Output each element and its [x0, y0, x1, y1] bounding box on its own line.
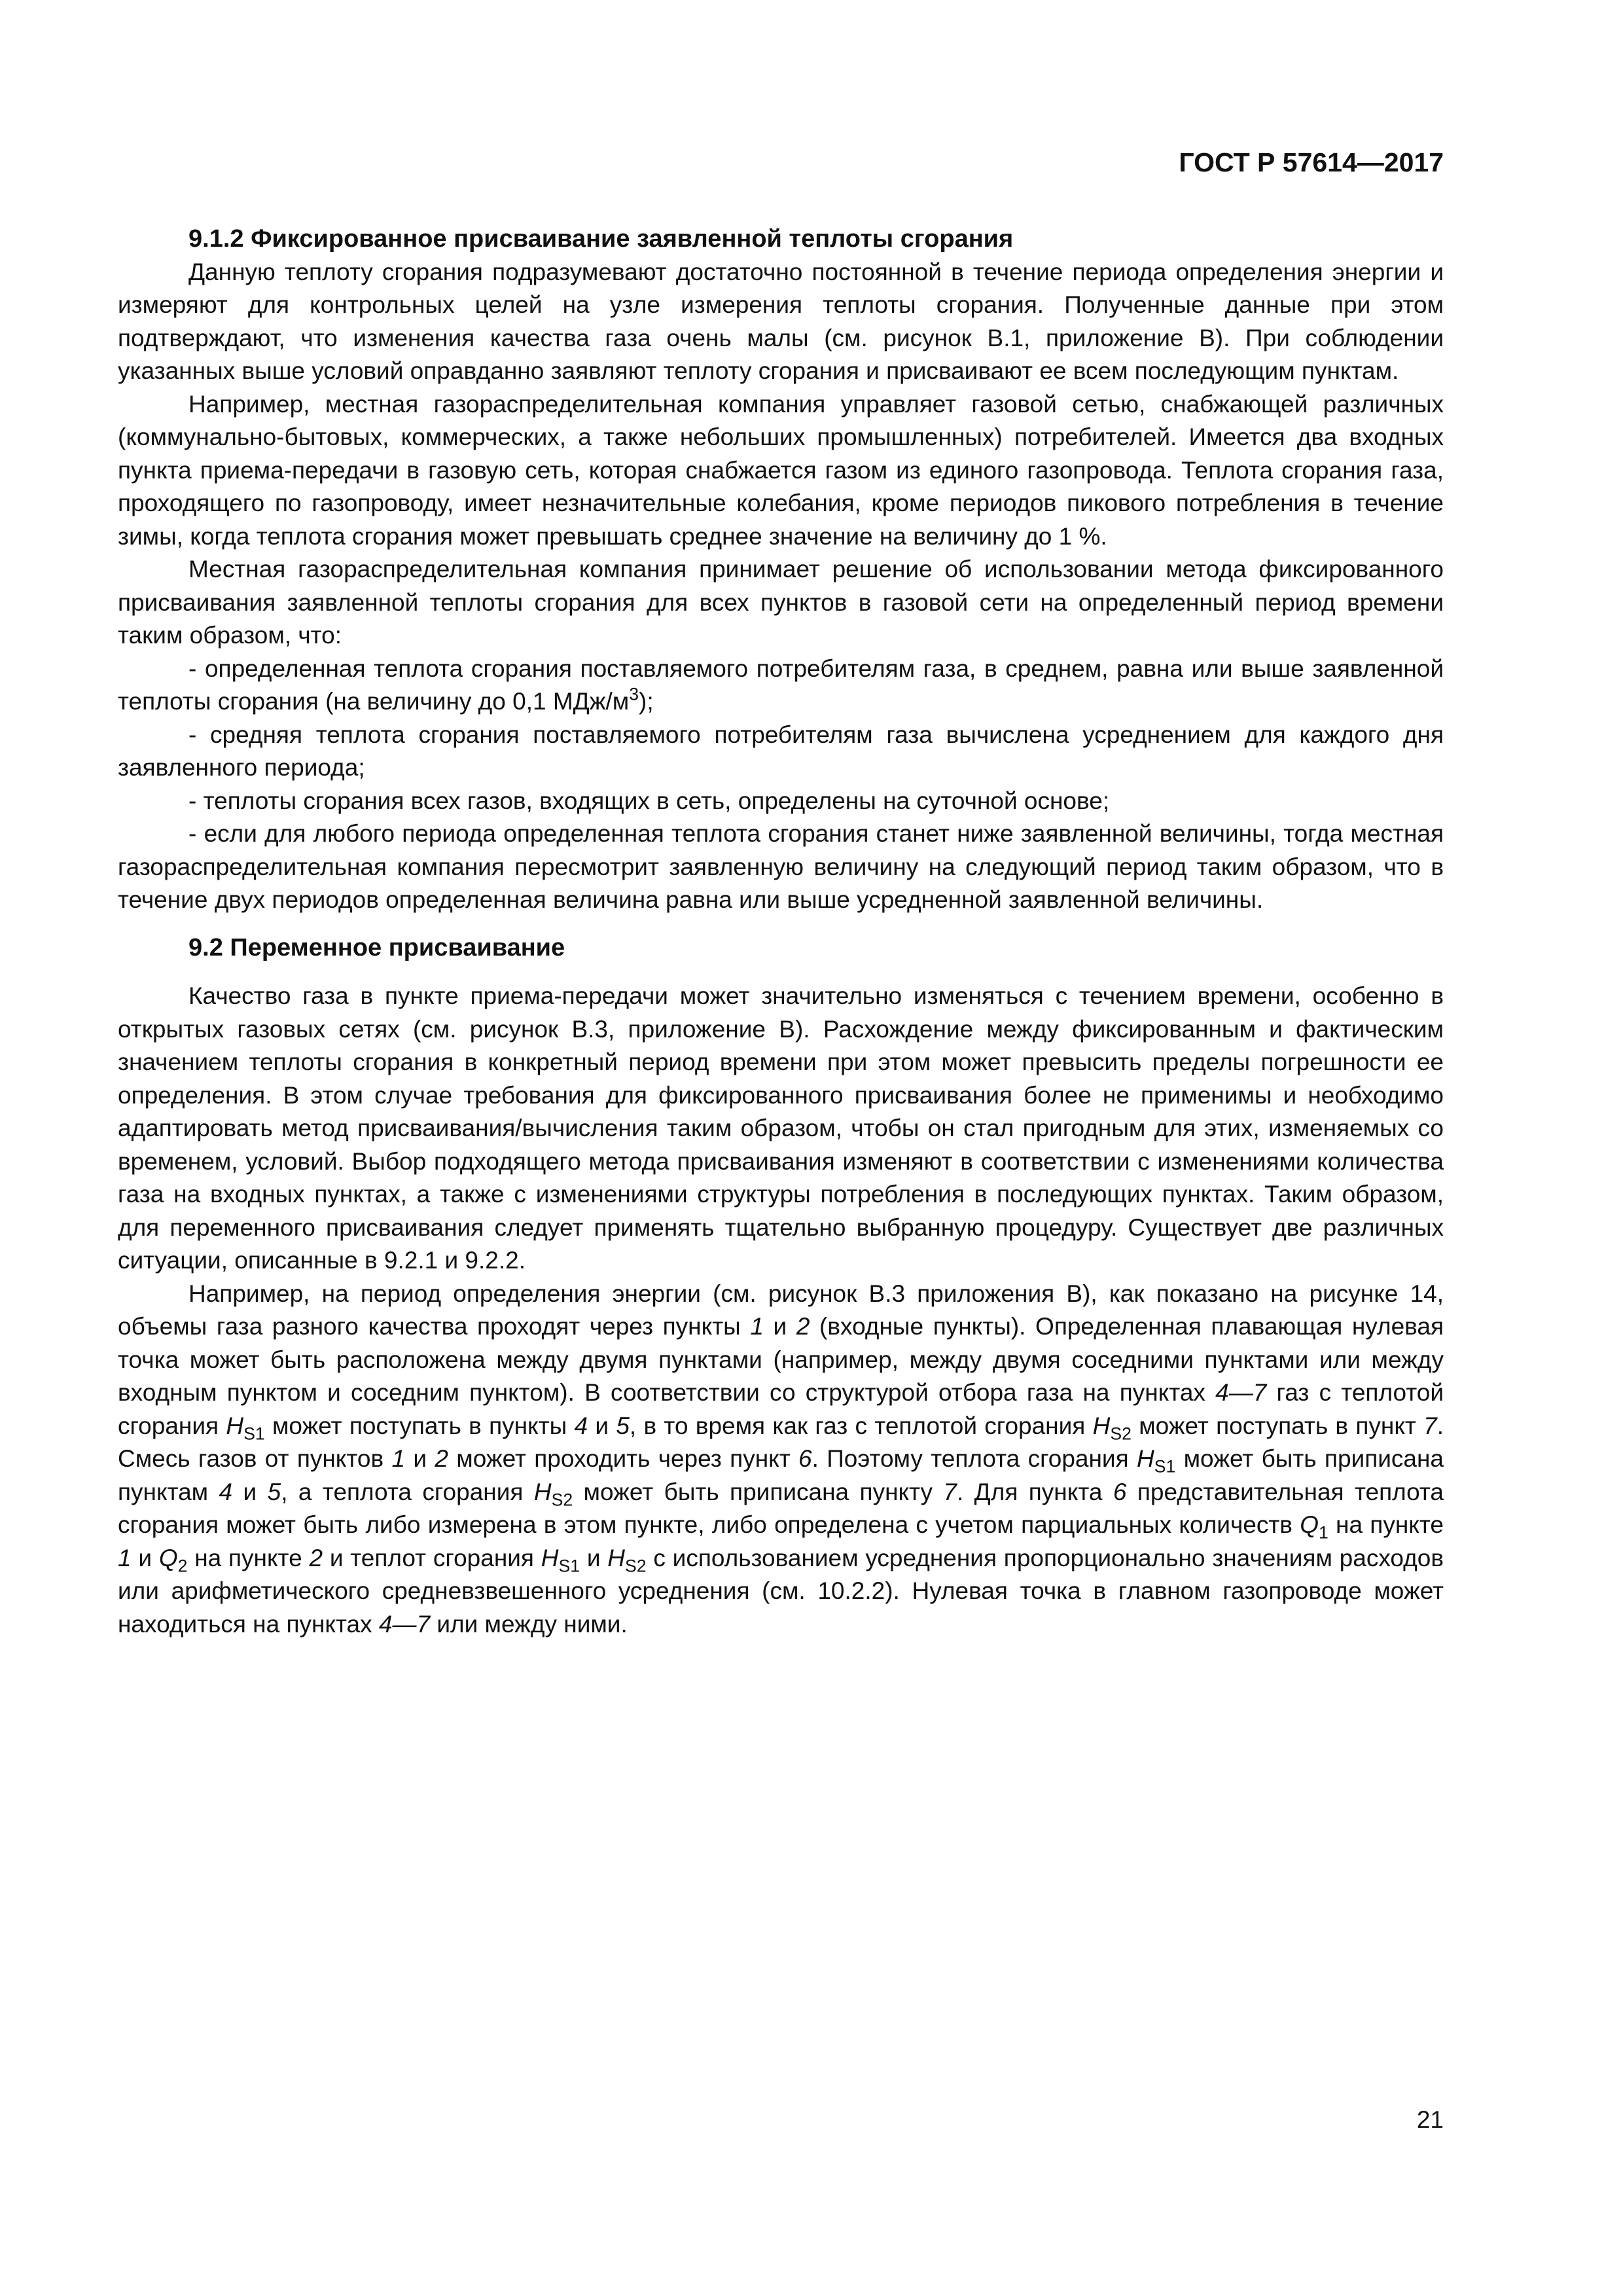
section-heading-9-1-2: 9.1.2 Фиксированное присваивание заявленной теплоты сгорания	[188, 225, 1014, 253]
document-header: ГОСТ Р 57614—2017	[1179, 147, 1444, 177]
list-item: - теплоты сгорания всех газов, входящих в сеть, определены на суточной основе;	[188, 787, 1110, 814]
paragraph: Данную теплоту сгорания подразумевают достаточно постоянной в течение периода определения энергии и измеряют для контрольных целей на узле измерения теплоты сгорания. Полученные данные при этом подтверждают, что изменения качества газа очень малы (см. рисунок В.1, приложение В). При соблюдении указанных выше условий оправданно заявляют теплоту сгорания и присваивают ее всем последующим пунктам.	[118, 258, 1444, 384]
paragraph: Например, местная газораспределительная компания управляет газовой сетью, снабжающей различных (коммунально-бытовых, коммерческих, а также небольших промышленных) потребителей. Имеется два входных пункта приема-передачи в газовую сеть, которая снабжается газом из единого газопровода. Теплота сгорания газа, проходящего по газопроводу, имеет незначительные колебания, кроме периодов пикового потребления в течение зимы, когда теплота сгорания может превышать среднее значение на величину до 1 %.	[118, 390, 1444, 550]
paragraph: Качество газа в пункте приема-передачи может значительно изменяться с течением времени, особенно в открытых газовых сетях (см. рисунок В.3, приложение В). Расхождение между фиксированным и фактическим значением теплоты сгорания в конкретный период времени при этом может превысить пределы погрешности ее определения. В этом случае требования для фиксированного присваивания более не применимы и необходимо адаптировать метод присваивания/вычисления таким образом, чтобы он стал пригодным для этих, изменяемых со временем, условий. Выбор подходящего метода присваивания изменяют в соответствии с изменениями количества газа на входных пунктах, а также с изменениями структуры потребления в последующих пунктах. Таким образом, для переменного присваивания следует применять тщательно выбранную процедуру. Существует две различных ситуации, описанные в 9.2.1 и 9.2.2.	[118, 982, 1444, 1274]
list-item: - определенная теплота сгорания поставляемого потребителям газа, в среднем, равна или выше заявленной теплоты сгорания (на величину до 0,1 МДж/$м^3$);	[118, 655, 1444, 715]
list-item: - средняя теплота сгорания поставляемого потребителям газа вычислена усреднением для каждого дня заявленного периода;	[118, 721, 1444, 781]
paragraph: Местная газораспределительная компания принимает решение об использовании метода фиксированного присваивания заявленной теплоты сгорания для всех пунктов в газовой сети на определенный период времени таким образом, что:	[118, 556, 1444, 649]
section-heading-9-2: 9.2 Переменное присваивание	[188, 933, 565, 961]
page-number: 21	[1416, 2106, 1444, 2133]
document-body	[118, 223, 1444, 1641]
list-item: - если для любого периода определенная теплота сгорания станет ниже заявленной величины, тогда местная газораспределительная компания пересмотрит заявленную величину на следующий период таким образом, что в течение двух периодов определенная величина равна или выше усредненной заявленной величины.	[118, 820, 1444, 913]
paragraph-with-formulas: Например, на период определения энергии (см. рисунок В.3 приложения В), как показано на рисунке 14, объемы газа разного качества проходят через пункты 1 и 2 (входные пункты). Определенная плавающая нулевая точка может быть расположена между двумя пунктами (например, между двумя соседними пунктами или между входным пунктом и соседним пунктом). В соответствии со структурой отбора газа на пунктах 4—7 газ с теплотой сгорания $H_{S1}$ может поступать в пункты 4 и 5, в то время как газ с теплотой сгорания $H_{S2}$ может поступать в пункт 7. Смесь газов от пунктов 1 и 2 может проходить через пункт 6. Поэтому теплота сгорания $H_{S1}$ может быть приписана пунктам 4 и 5, а теплота сгорания $H_{S2}$ может быть приписана пункту 7. Для пункта 6 представительная теплота сгорания может быть либо измерена в этом пункте, либо определена с учетом парциальных количеств $Q_1$ на пункте 1 и $Q_2$ на пункте 2 и теплот сгорания $H_{S1}$ и $H_{S2}$ с использованием усреднения пропорционально значениям расходов или арифметического средневзвешенного усреднения (см. 10.2.2). Нулевая точка в главном газопроводе может находиться на пунктах 4—7 или между ними.	[118, 1280, 1444, 1638]
